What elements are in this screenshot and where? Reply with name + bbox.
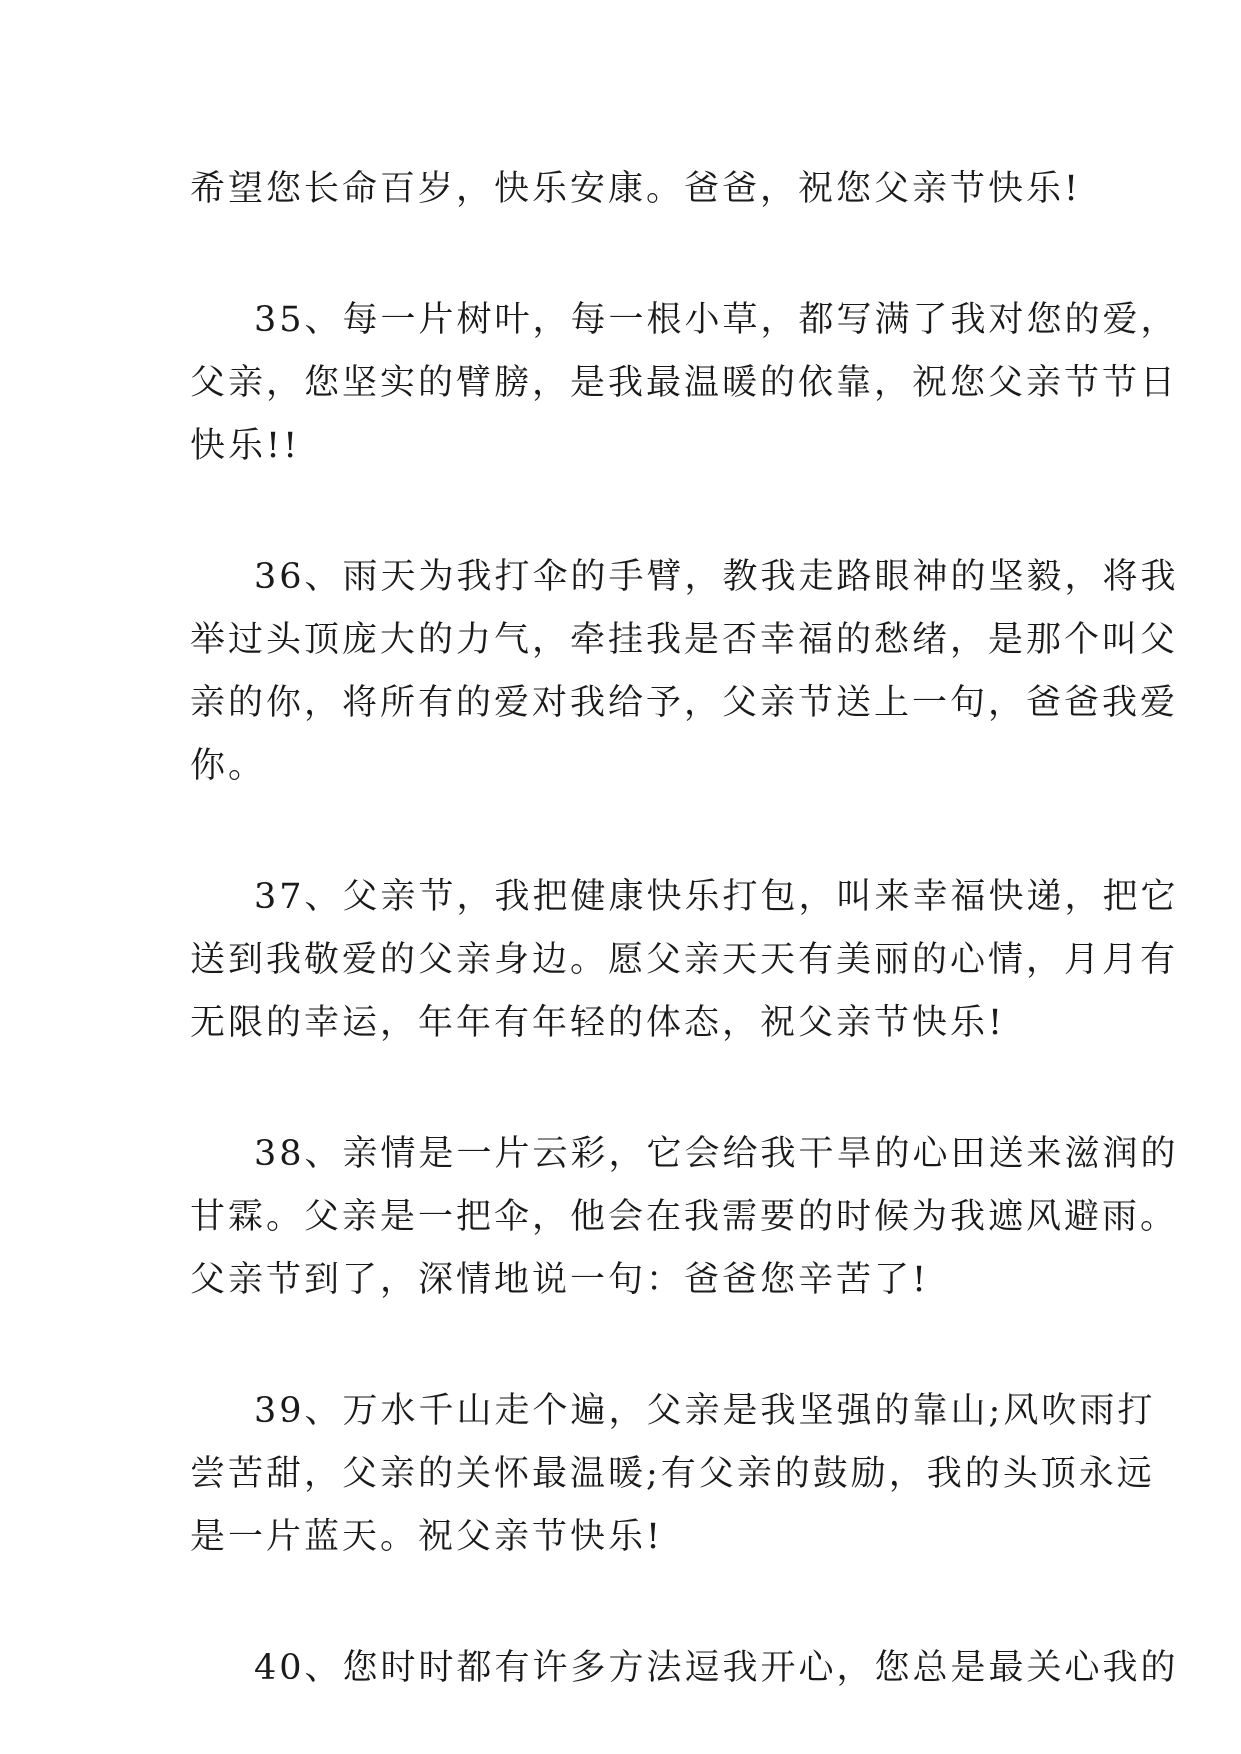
text-line: 39、万水千山走个遍，父亲是我坚强的靠山;风吹雨打 — [254, 1391, 1156, 1431]
paragraph-37 — [190, 866, 1179, 1055]
text-line: 37、父亲节，我把健康快乐打包，叫来幸福快递，把它 — [254, 877, 1179, 917]
text-line: 36、雨天为我打伞的手臂，教我走路眼神的坚毅，将我 — [254, 557, 1179, 597]
text-line: 甘霖。父亲是一把伞，他会在我需要的时候为我遮风避雨。 — [190, 1197, 1179, 1237]
text-line: 尝苦甜，父亲的关怀最温暖;有父亲的鼓励，我的头顶永远 — [190, 1454, 1155, 1494]
paragraph-38 — [190, 1123, 1179, 1312]
text-line: 举过头顶庞大的力气，牵挂我是否幸福的愁绪，是那个叫父 — [190, 620, 1179, 660]
text-line: 你。 — [190, 746, 267, 786]
text-line: 亲的你，将所有的爱对我给予，父亲节送上一句，爸爸我爱 — [190, 683, 1179, 723]
paragraph-35 — [190, 289, 1179, 478]
text-line: 希望您长命百岁，快乐安康。爸爸，祝您父亲节快乐! — [190, 169, 1082, 209]
paragraph-39 — [190, 1380, 1156, 1569]
paragraph-continuation — [190, 158, 1082, 221]
text-line: 35、每一片树叶，每一根小草，都写满了我对您的爱， — [254, 300, 1179, 340]
text-line: 38、亲情是一片云彩，它会给我干旱的心田送来滋润的 — [254, 1134, 1179, 1174]
text-line: 无限的幸运，年年有年轻的体态，祝父亲节快乐! — [190, 1003, 1006, 1043]
text-line: 是一片蓝天。祝父亲节快乐! — [190, 1517, 664, 1557]
paragraph-36 — [190, 546, 1179, 798]
text-line: 40、您时时都有许多方法逗我开心，您总是最关心我的 — [254, 1648, 1179, 1688]
paragraph-40 — [190, 1637, 1179, 1700]
text-line: 父亲节到了，深情地说一句：爸爸您辛苦了! — [190, 1260, 930, 1300]
text-line: 快乐!! — [190, 426, 301, 466]
document-body — [190, 158, 1179, 1700]
text-line: 送到我敬爱的父亲身边。愿父亲天天有美丽的心情，月月有 — [190, 940, 1179, 980]
text-line: 父亲，您坚实的臂膀，是我最温暖的依靠，祝您父亲节节日 — [190, 363, 1179, 403]
